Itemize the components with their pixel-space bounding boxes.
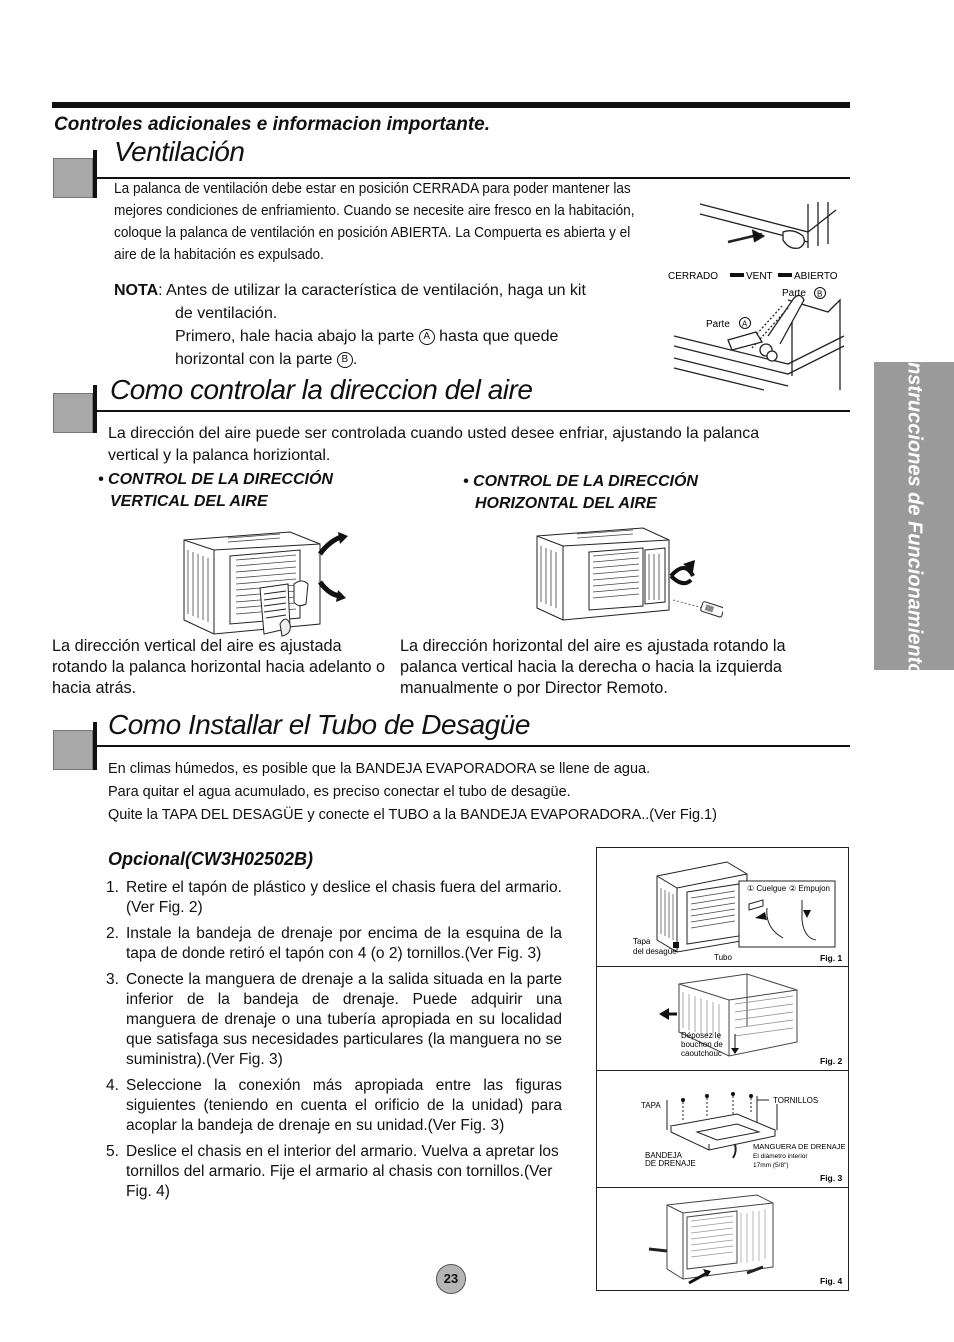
side-tab-label: Instrucciones de Funcionamiento bbox=[903, 356, 926, 676]
fig4-cell bbox=[597, 1187, 848, 1290]
ac-unit-vertical-illustration bbox=[180, 528, 350, 640]
section-title-direccion: Como controlar la direccion del aire bbox=[110, 374, 533, 405]
section-bar bbox=[93, 150, 97, 198]
nota-line3 bbox=[114, 325, 674, 348]
marker-a: A bbox=[419, 329, 435, 345]
direccion-intro: La dirección del aire puede ser controlada cuando usted desee enfriar, ajustando la palanca vertical y la palanca horiziontal. bbox=[108, 425, 760, 464]
fig1-tubo: Tubo bbox=[714, 953, 732, 962]
ventilacion-nota bbox=[114, 279, 674, 371]
diag-parte-b-label: Parte bbox=[782, 288, 806, 299]
vertical-heading-1: • CONTROL DE LA DIRECCIÓN bbox=[98, 471, 333, 488]
desague-line2: Para quitar el agua acumulado, es preciso conectar el tubo de desagüe. bbox=[108, 784, 571, 800]
step-item bbox=[106, 878, 562, 918]
fig1-empujon: ② Empujon bbox=[789, 884, 830, 893]
fig2-label: Fig. 2 bbox=[820, 1056, 843, 1066]
step-number: 5. bbox=[106, 1143, 119, 1160]
nota-line1: : Antes de utilizar la característica de ventilación, haga un kit bbox=[158, 282, 586, 299]
desague-line3: Quite la TAPA DEL DESAGÜE y conecte el TUBO a la BANDEJA EVAPORADORA..(Ver Fig.1) bbox=[108, 807, 717, 823]
fig2-d1: Déposez le bbox=[681, 1031, 722, 1040]
fig1-illustration bbox=[597, 848, 848, 966]
fig2-d2: bouchon de bbox=[681, 1040, 723, 1049]
fig3-bandeja1: BANDEJA bbox=[645, 1151, 682, 1160]
page-number: 23 bbox=[436, 1264, 466, 1294]
desague-line1: En climas húmedos, es posible que la BANDEJA EVAPORADORA se llene de agua. bbox=[108, 761, 651, 777]
step-text: Deslice el chasis en el interior del armario. Vuelva a apretar los tornillos del armario. Fije el armario al chasis con tornillos.(Ver Fig. 4) bbox=[126, 1143, 559, 1200]
step-text: Conecte la manguera de drenaje a la salida situada en la parte inferior de la bandeja de drenaje. Puede adquirir una manguera de drenaje o una tubería apropiada en su localidad que satisfaga sus necesidades particulares (la manguera no se suministra).(Ver Fig. 3) bbox=[126, 971, 562, 1068]
fig1-label: Fig. 1 bbox=[820, 953, 843, 963]
step-item bbox=[106, 1076, 562, 1136]
diag-vent: VENT bbox=[746, 271, 773, 282]
section-bar bbox=[93, 385, 97, 433]
nota-line3a: Primero, hale hacia abajo la parte bbox=[175, 328, 415, 345]
fig3-diam1: El diámetro interior bbox=[753, 1153, 808, 1160]
fig3-bandeja2: DE DRENAJE bbox=[645, 1159, 696, 1168]
step-number: 4. bbox=[106, 1077, 119, 1094]
fig3-illustration bbox=[597, 1070, 848, 1187]
desague-intro bbox=[108, 758, 828, 827]
horizontal-heading-1: • CONTROL DE LA DIRECCIÓN bbox=[463, 473, 698, 490]
top-rule bbox=[52, 102, 850, 108]
horizontal-description: La dirección horizontal del aire es ajustada rotando la palanca vertical hacia la derecha o hacia la izquierda manualmente o por Director Remoto. bbox=[400, 637, 786, 697]
diag-cerrado: CERRADO bbox=[668, 271, 719, 282]
marker-b: B bbox=[337, 352, 353, 368]
fig3-tornillos: TORNILLOS bbox=[773, 1096, 819, 1105]
nota-line4b: . bbox=[352, 351, 358, 368]
fig3-cell bbox=[597, 1070, 848, 1188]
figures-panel bbox=[596, 847, 849, 1291]
nota-line4 bbox=[114, 348, 674, 371]
step-text: Seleccione la conexión más apropiada entre las figuras siguientes (teniendo en cuenta el orificio de la unidad) para acoplar la bandeja de drenaje en su unidad.(Ver Fig. 3) bbox=[126, 1077, 562, 1134]
step-number: 2. bbox=[106, 925, 119, 942]
step-text: Instale la bandeja de drenaje por encima de la esquina de la tapa de donde retiró el tapón con 4 (o 2) tornillos.(Ver Fig. 3) bbox=[126, 925, 562, 962]
section-marker-ventilacion bbox=[53, 158, 93, 198]
vertical-heading bbox=[98, 469, 333, 513]
fig3-label: Fig. 3 bbox=[820, 1173, 843, 1183]
fig1-tapa2: del desagüe bbox=[633, 947, 677, 956]
install-steps bbox=[106, 878, 562, 1208]
step-text: Retire el tapón de plástico y deslice el chasis fuera del armario. (Ver Fig. 2) bbox=[126, 879, 562, 916]
step-item bbox=[106, 970, 562, 1070]
nota-line3b: hasta que quede bbox=[439, 328, 559, 345]
horizontal-heading bbox=[463, 471, 698, 515]
ventilacion-body: La palanca de ventilación debe estar en posición CERRADA para poder mantener las mejores condiciones de enfriamiento. Cuando se necesite aire fresco en la habitación, coloque la palanca de ventilación en posición ABIERTA. La Compuerta es abierta y el aire de la habitación es expulsado. bbox=[114, 181, 635, 263]
fig1-tapa1: Tapa bbox=[633, 937, 651, 946]
horizontal-heading-2: HORIZONTAL DEL AIRE bbox=[475, 495, 657, 512]
diag-mark-open bbox=[778, 273, 792, 277]
fig4-label: Fig. 4 bbox=[820, 1276, 843, 1286]
ac-unit-horizontal-illustration bbox=[533, 524, 723, 626]
side-tab bbox=[874, 356, 954, 676]
section-title-ventilacion: Ventilación bbox=[114, 136, 245, 167]
section-marker-desague bbox=[53, 730, 93, 770]
diag-b-letter: B bbox=[817, 289, 823, 299]
fig2-cell bbox=[597, 966, 848, 1071]
fig2-d3: caoutchouc bbox=[681, 1049, 722, 1058]
nota-label: NOTA bbox=[114, 282, 159, 299]
section-marker-direccion bbox=[53, 393, 93, 433]
fig1-cell bbox=[597, 848, 848, 967]
fig3-tapa: TAPA bbox=[641, 1101, 661, 1110]
section-rule bbox=[97, 745, 850, 747]
step-number: 3. bbox=[106, 971, 119, 988]
page-subheading: Controles adicionales e informacion importante. bbox=[54, 114, 491, 135]
fig3-manguera: MANGUERA DE DRENAJE bbox=[753, 1142, 846, 1151]
step-number: 1. bbox=[106, 879, 119, 896]
section-rule bbox=[97, 410, 850, 412]
vertical-description: La dirección vertical del aire es ajustada rotando la palanca horizontal hacia adelanto o hacia atrás. bbox=[52, 637, 386, 697]
fig3-diam2: 17mm (5/8") bbox=[753, 1162, 789, 1169]
fig2-illustration bbox=[597, 966, 848, 1070]
fig4-illustration bbox=[597, 1187, 848, 1290]
vent-lever-diagram bbox=[668, 196, 848, 392]
vertical-heading-2: VERTICAL DEL AIRE bbox=[110, 493, 268, 510]
step-item bbox=[106, 1142, 562, 1202]
section-title-desague: Como Installar el Tubo de Desagüe bbox=[108, 709, 530, 740]
diag-a-letter: A bbox=[742, 319, 748, 329]
step-item bbox=[106, 924, 562, 964]
diag-parte-a-label: Parte bbox=[706, 319, 730, 330]
nota-line2: de ventilación. bbox=[175, 305, 278, 322]
nota-line4a: horizontal con la parte bbox=[175, 351, 333, 368]
fig1-cuelgue: ① Cuelgue bbox=[747, 884, 787, 893]
diag-abierto: ABIERTO bbox=[794, 271, 838, 282]
diag-mark-closed bbox=[730, 273, 744, 277]
opcional-heading: Opcional(CW3H02502B) bbox=[108, 849, 314, 869]
